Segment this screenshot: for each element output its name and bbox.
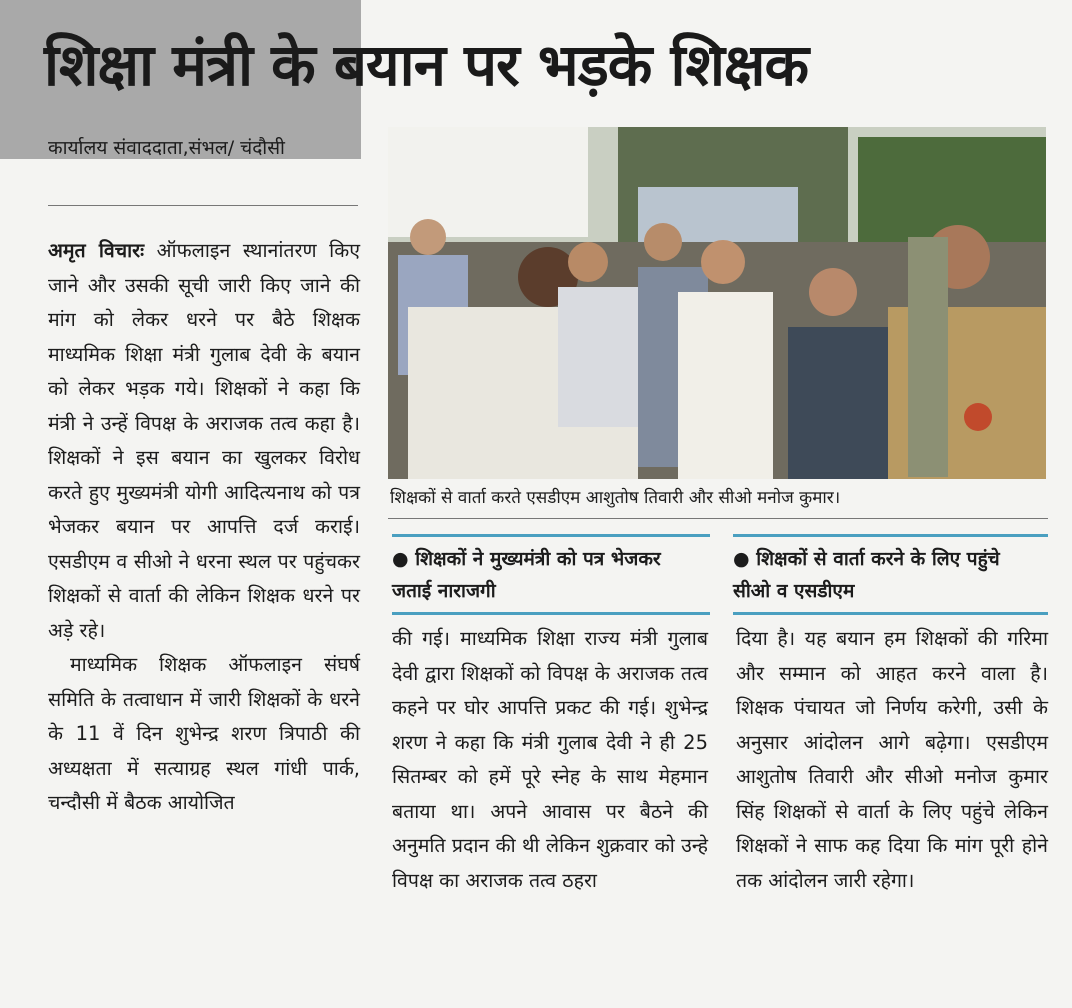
photo-illustration (388, 127, 1046, 479)
column-1 (48, 234, 360, 821)
column-2 (392, 622, 708, 898)
caption-rule (388, 518, 1048, 519)
subhead-2-bottom-bar (392, 612, 710, 615)
subhead-3-top-bar (733, 534, 1048, 537)
byline: कार्यालय संवाददाता,संभल/ चंदौसी (48, 137, 285, 159)
column-2-text: की गई। माध्यमिक शिक्षा राज्य मंत्री गुलाब देवी द्वारा शिक्षकों को विपक्ष के अराजक तत्व कहने पर घोर आपत्ति प्रकट की गई। शुभेन्द्र शरण ने कहा कि मंत्री गुलाब देवी ने ही 25 सितम्बर को हमें पूरे स्नेह के साथ मेहमान बताया था। अपने आवास पर बैठने की अनुमति प्रदान की थी लेकिन शुक्रवार को उन्हे विपक्ष का अराजक तत्व ठहरा (392, 627, 708, 892)
headline: शिक्षा मंत्री के बयान पर भड़के शिक्षक (44, 31, 809, 99)
subhead-3 (733, 543, 1033, 607)
photo-caption: शिक्षकों से वार्ता करते एसडीएम आशुतोष तिवारी और सीओ मनोज कुमार। (390, 488, 841, 508)
column-1-para-1 (48, 234, 360, 648)
byline-rule (48, 205, 358, 206)
subhead-2 (392, 543, 692, 607)
subhead-3-text: शिक्षकों से वार्ता करने के लिए पहुंचे सीओ व एसडीएम (733, 548, 1000, 602)
news-photo (388, 127, 1046, 479)
dateline: अमृत विचारः (48, 239, 145, 262)
column-3 (736, 622, 1048, 898)
subhead-2-text: शिक्षकों ने मुख्यमंत्री को पत्र भेजकर जताई नाराजगी (392, 548, 661, 602)
column-1-para-1-text: ऑफलाइन स्थानांतरण किए जाने और उसकी सूची जारी किए जाने की मांग को लेकर धरने पर बैठे शिक्षक माध्यमिक शिक्षा मंत्री गुलाब देवी के बयान को लेकर भड़क गये। शिक्षकों ने कहा कि मंत्री ने उन्हें विपक्ष के अराजक तत्व कहा है। शिक्षकों ने इस बयान का खुलकर विरोध करते हुए मुख्यमंत्री योगी आदित्यनाथ को पत्र भेजकर बयान पर आपत्ति दर्ज कराई। एसडीएम व सीओ ने धरना स्थल पर पहुंचकर शिक्षकों से वार्ता की लेकिन शिक्षक धरने पर अड़े रहे। (48, 239, 360, 642)
column-1-para-2: माध्यमिक शिक्षक ऑफलाइन संघर्ष समिति के तत्वाधान में जारी शिक्षकों के धरने के 11 वें दिन शुभेन्द्र शरण त्रिपाठी की अध्यक्षता में सत्याग्रह स्थल गांधी पार्क, चन्दौसी में बैठक आयोजित (48, 653, 360, 814)
subhead-2-top-bar (392, 534, 710, 537)
subhead-3-bottom-bar (733, 612, 1048, 615)
column-3-text: दिया है। यह बयान हम शिक्षकों की गरिमा और सम्मान को आहत करने वाला है। शिक्षक पंचायत जो निर्णय करेगी, उसी के अनुसार आंदोलन आगे बढ़ेगा। एसडीएम आशुतोष तिवारी और सीओ मनोज कुमार सिंह शिक्षकों से वार्ता के लिए पहुंचे लेकिन शिक्षकों ने साफ कह दिया कि मांग पूरी होने तक आंदोलन जारी रहेगा। (736, 627, 1048, 892)
bullet-icon: ● (392, 548, 409, 570)
bullet-icon: ● (733, 548, 750, 570)
